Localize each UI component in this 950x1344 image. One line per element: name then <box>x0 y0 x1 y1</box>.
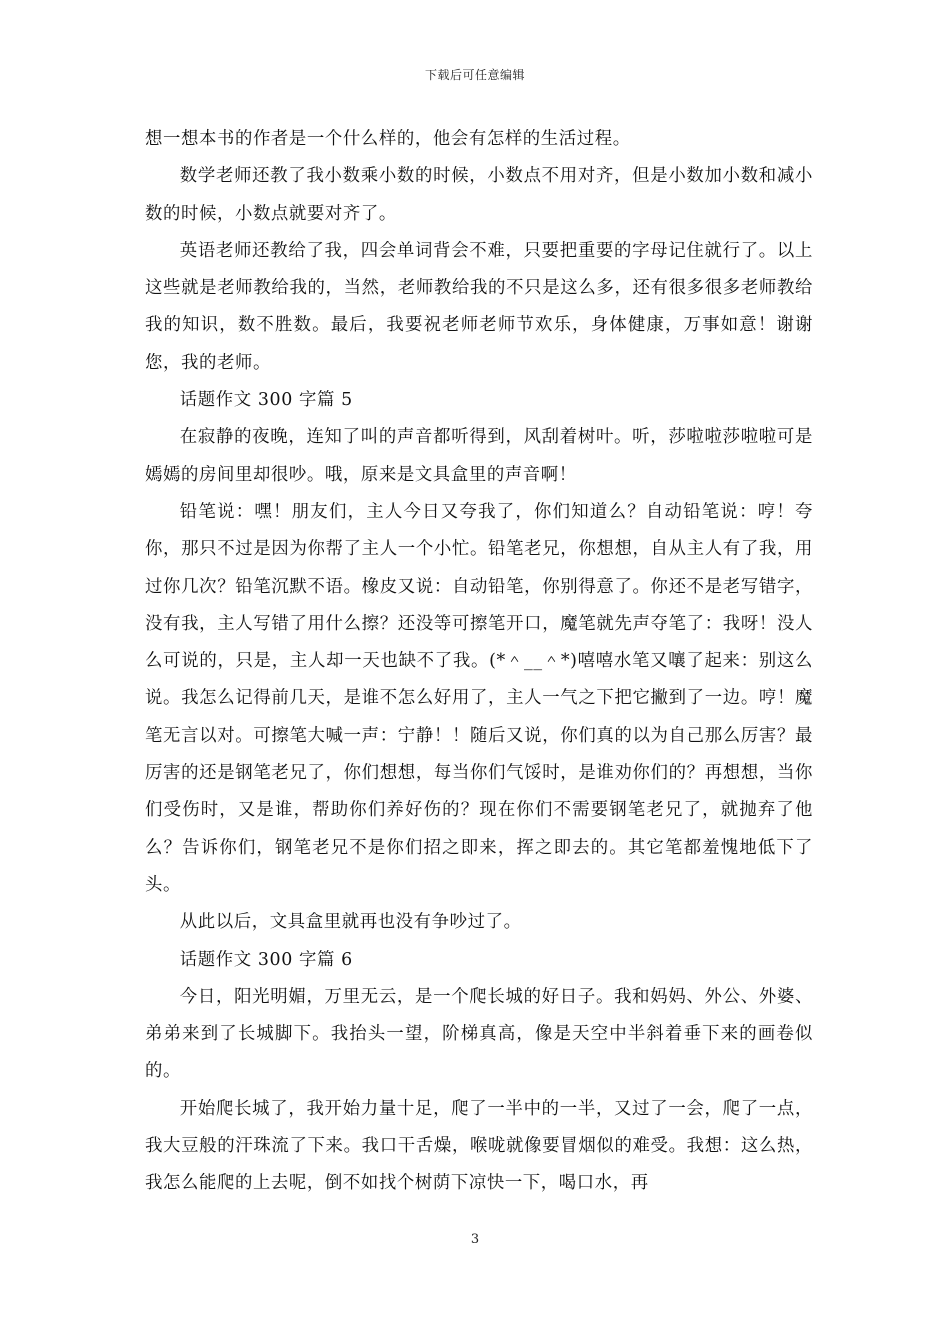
page-header: 下载后可任意编辑 <box>424 68 525 82</box>
paragraph: 英语老师还教给了我，四会单词背会不难，只要把重要的字母记住就行了。以上这些就是老师教给我的，当然，老师教给我的不只是这么多，还有很多很多老师教给我的知识，数不胜数。最后，我要祝老师老师节欢乐，身体健康，万事如意！谢谢您，我的老师。 <box>145 240 813 373</box>
paragraph: 从此以后，文具盒里就再也没有争吵过了。 <box>179 912 522 933</box>
section-heading: 话题作文 300 字篇 6 <box>179 949 353 970</box>
paragraph: 开始爬长城了，我开始力量十足，爬了一半中的一半，又过了一会，爬了一点，我大豆般的汗珠流了下来。我口干舌燥，喉咙就像要冒烟似的难受。我想：这么热，我怎么能爬的上去呢，倒不如找个树荫下凉快一下，喝口水，再 <box>145 1098 813 1194</box>
paragraph: 数学老师还教了我小数乘小数的时候，小数点不用对齐，但是小数加小数和减小数的时候，小数点就要对齐了。 <box>145 166 813 224</box>
paragraph: 在寂静的夜晚，连知了叫的声音都听得到，风刮着树叶。听，莎啦啦莎啦啦可是嫣嫣的房间里却很吵。哦，原来是文具盒里的声音啊！ <box>145 427 813 485</box>
section-heading: 话题作文 300 字篇 5 <box>179 390 353 411</box>
document-body <box>145 121 813 1203</box>
paragraph: 今日，阳光明媚，万里无云，是一个爬长城的好日子。我和妈妈、外公、外婆、弟弟来到了长城脚下。我抬头一望，阶梯真高，像是天空中半斜着垂下来的画卷似的。 <box>145 986 813 1082</box>
page-number: 3 <box>470 1232 480 1247</box>
paragraph: 想一想本书的作者是一个什么样的，他会有怎样的生活过程。 <box>145 129 631 149</box>
paragraph: 铅笔说：嘿！朋友们，主人今日又夸我了，你们知道么？自动铅笔说：哼！夸你，那只不过是因为你帮了主人一个小忙。铅笔老兄，你想想，自从主人有了我，用过你几次？铅笔沉默不语。橡皮又说：自动铅笔，你别得意了。你还不是老写错字，没有我，主人写错了用什么擦？还没等可擦笔开口，魔笔就先声夺笔了：我呀！没人么可说的，只是，主人却一天也缺不了我。(*＾__＾*)嘻嘻水笔又嚷了起来：别这么说。我怎么记得前几天，是谁不怎么好用了，主人一气之下把它撇到了一边。哼！魔笔无言以对。可擦笔大喊一声：宁静！！随后又说，你们真的以为自己那么厉害？最厉害的还是钢笔老兄了，你们想想，每当你们气馁时，是谁劝你们的？再想想，当你们受伤时，又是谁，帮助你们养好伤的？现在你们不需要钢笔老兄了，就抛弃了他么？告诉你们，钢笔老兄不是你们招之即来，挥之即去的。其它笔都羞愧地低下了头。 <box>145 501 813 895</box>
